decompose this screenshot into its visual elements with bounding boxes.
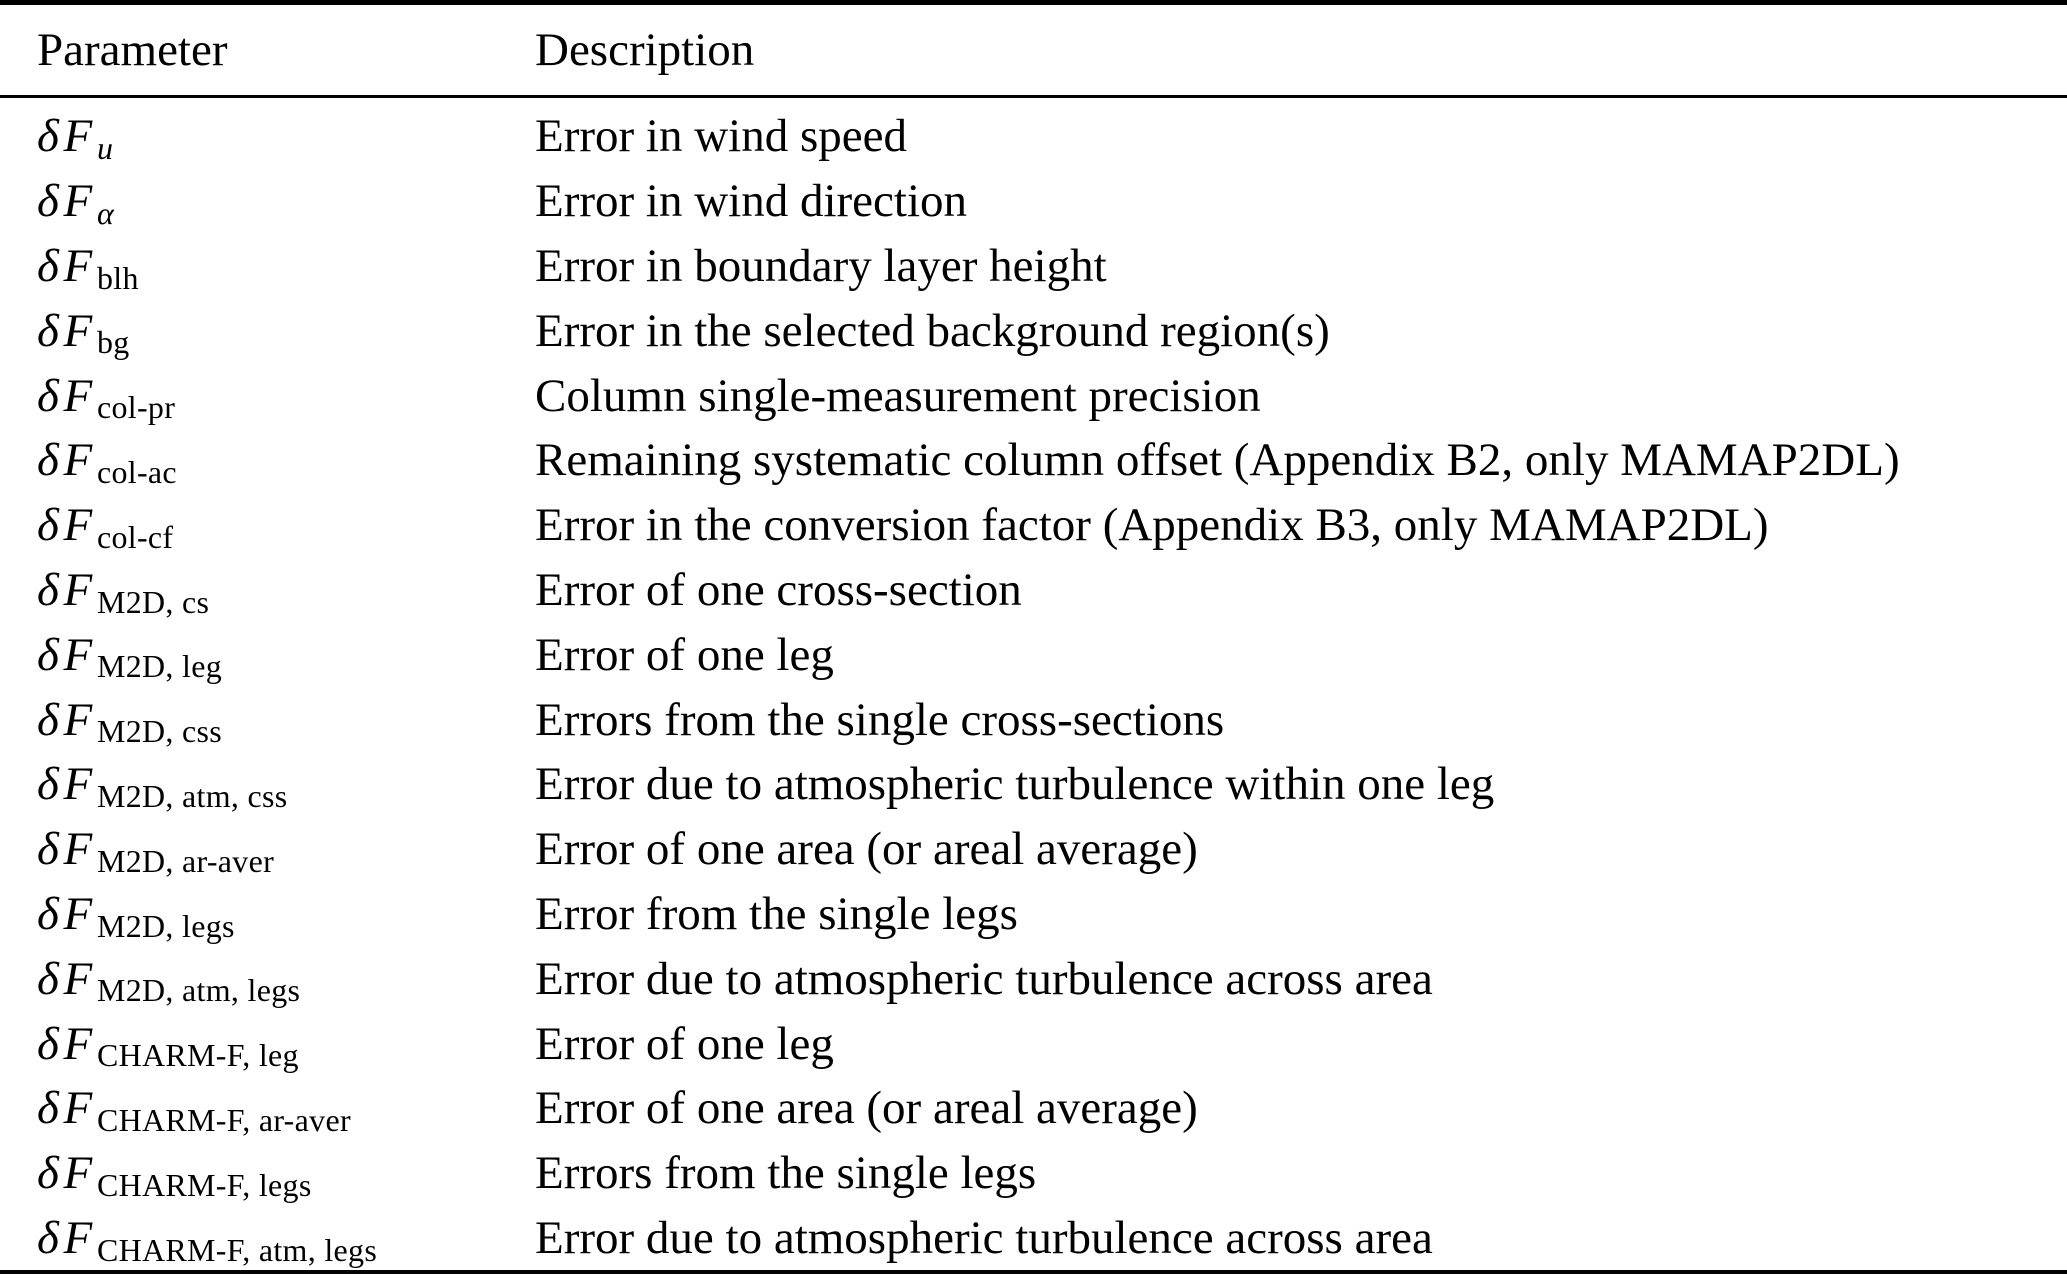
table-row — [0, 1141, 2067, 1206]
parameter-cell — [0, 1017, 535, 1074]
description-cell: Errors from the single cross-sections — [535, 693, 1225, 746]
table-row — [0, 104, 2067, 169]
table-row — [0, 1206, 2067, 1271]
parameter-symbol: δF — [37, 1017, 97, 1070]
parameter-subscript: CHARM-F, legs — [96, 1167, 312, 1203]
description-cell: Column single-measurement precision — [535, 369, 1261, 422]
table-row — [0, 946, 2067, 1011]
table-row — [0, 882, 2067, 947]
parameter-cell — [0, 887, 535, 944]
description-cell: Error due to atmospheric turbulence across area — [535, 952, 1433, 1005]
parameter-symbol: δF — [37, 434, 97, 487]
parameter-symbol: δF — [37, 823, 97, 876]
table-row — [0, 298, 2067, 363]
table-row — [0, 169, 2067, 234]
parameter-symbol: δF — [37, 1211, 97, 1264]
description-cell: Error in boundary layer height — [535, 239, 1107, 292]
parameter-subscript: blh — [96, 260, 139, 296]
parameter-cell — [0, 498, 535, 555]
parameter-cell — [0, 433, 535, 491]
description-cell: Error of one area (or areal average) — [535, 823, 1198, 876]
table-row — [0, 1011, 2067, 1076]
parameter-cell — [0, 563, 535, 620]
parameter-subscript: bg — [96, 325, 130, 361]
column-header-description: Description — [535, 24, 755, 76]
parameter-subscript: CHARM-F, atm, legs — [96, 1232, 378, 1268]
description-cell: Error of one leg — [535, 1017, 834, 1070]
table-header-row — [0, 5, 2067, 95]
table-row — [0, 752, 2067, 817]
parameter-cell — [0, 239, 535, 296]
description-cell: Error in wind direction — [535, 175, 968, 228]
parameter-symbol: δF — [37, 110, 97, 163]
parameter-symbol: δF — [37, 499, 97, 552]
parameter-subscript: col-cf — [96, 519, 174, 555]
parameter-cell — [0, 1081, 535, 1138]
table-row — [0, 1076, 2067, 1141]
parameter-subscript: M2D, css — [96, 714, 223, 750]
description-cell: Remaining systematic column offset (Appendix B2, only MAMAP2DL) — [535, 434, 1900, 487]
parameter-subscript: col-pr — [96, 390, 176, 426]
table-row — [0, 363, 2067, 428]
parameter-cell — [0, 1146, 535, 1203]
parameter-cell — [0, 304, 535, 361]
parameter-cell — [0, 822, 535, 879]
table-row — [0, 622, 2067, 687]
parameter-cell — [0, 369, 535, 426]
parameter-subscript: α — [96, 195, 115, 231]
table-row — [0, 493, 2067, 558]
parameter-cell — [0, 757, 535, 815]
parameter-symbol: δF — [37, 175, 97, 228]
table-row — [0, 428, 2067, 493]
parameter-subscript: col-ac — [96, 455, 177, 491]
description-cell: Error due to atmospheric turbulence across area — [535, 1211, 1433, 1264]
parameter-cell — [0, 628, 535, 685]
parameter-cell — [0, 952, 535, 1009]
table-row — [0, 687, 2067, 752]
description-cell: Error in the conversion factor (Appendix B3, only MAMAP2DL) — [535, 499, 1769, 552]
table-row — [0, 234, 2067, 299]
description-cell: Error of one area (or areal average) — [535, 1082, 1198, 1135]
parameter-subscript: M2D, legs — [96, 908, 235, 944]
parameter-subscript: M2D, leg — [96, 649, 223, 685]
parameter-symbol: δF — [37, 304, 97, 357]
parameter-cell — [0, 693, 535, 750]
parameter-subscript: u — [96, 131, 114, 167]
parameter-symbol: δF — [37, 693, 97, 746]
parameter-subscript: CHARM-F, leg — [96, 1038, 299, 1074]
parameter-subscript: M2D, cs — [96, 584, 210, 620]
column-header-parameter: Parameter — [37, 24, 228, 76]
description-cell: Error in wind speed — [535, 110, 907, 163]
parameter-symbol: δF — [37, 1147, 97, 1200]
description-cell: Error due to atmospheric turbulence within one leg — [535, 758, 1495, 811]
parameter-symbol: δF — [37, 887, 97, 940]
parameter-cell — [0, 174, 535, 231]
table-body — [0, 98, 2067, 1270]
description-cell: Errors from the single legs — [535, 1147, 1037, 1200]
parameter-subscript: M2D, atm, legs — [96, 973, 301, 1009]
parameter-symbol: δF — [37, 239, 97, 292]
table-row — [0, 817, 2067, 882]
description-cell: Error of one leg — [535, 628, 834, 681]
parameter-symbol: δF — [37, 563, 97, 616]
parameter-subscript: CHARM-F, ar-aver — [96, 1103, 351, 1138]
parameter-symbol: δF — [37, 758, 97, 811]
parameter-symbol: δF — [37, 1082, 97, 1135]
parameter-symbol: δF — [37, 628, 97, 681]
parameter-symbol: δF — [37, 952, 97, 1005]
table-row — [0, 558, 2067, 623]
parameter-subscript: M2D, ar-aver — [96, 843, 275, 879]
table-bottom-rule — [0, 1270, 2067, 1274]
parameter-cell — [0, 1211, 535, 1268]
description-cell: Error from the single legs — [535, 887, 1018, 940]
parameter-cell — [0, 109, 535, 167]
description-cell: Error in the selected background region(s) — [535, 304, 1330, 357]
description-cell: Error of one cross-section — [535, 563, 1022, 616]
parameter-subscript: M2D, atm, css — [96, 779, 288, 815]
parameter-symbol: δF — [37, 369, 97, 422]
